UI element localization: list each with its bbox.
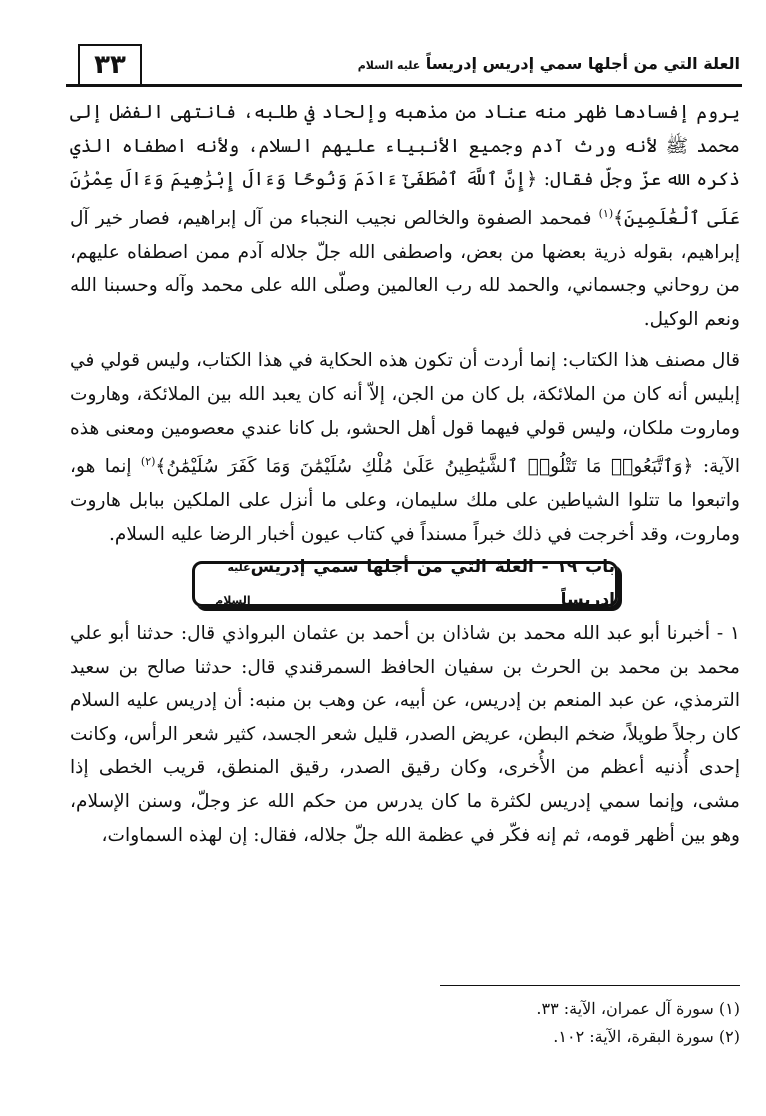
footnotes [60, 995, 740, 1051]
narration-text: ١ - أخبرنا أبو عبد الله محمد بن شاذان بن أحمد بن عثمان البرواذي قال: حدثنا أبو علي محمد بن محمد بن الحرث بن سفيان الحافظ السمرقندي قال: حدثنا صالح بن سعيد الترمذي، عن عبد المنعم بن إدريس، عن أبيه، عن وهب بن منبه: أن إدريس عليه السلام كان رجلاً طويلاً، ضخم البطن، عريض الصدر، قليل شعر الجسد، كثير شعر الرأس، وكانت إحدى أُذنيه أعظم من الأُخرى، وكان رقيق الصدر، رقيق المنطق، قريب الخطى إذا مشى، وإنما سمي إدريس لكثرة ما كان يدرس من حكم الله عز وجلّ، وسنن الإسلام، وهو بين أظهر قومه، ثم إنه فكّر في عظمة الله جلّ جلاله، فقال: إن لهذه السماوات، [70, 623, 740, 846]
chapter-heading [192, 556, 618, 611]
page-number-text: ٣٣ [94, 50, 126, 80]
page-number [78, 44, 142, 84]
chapter-honor: عليه السلام [215, 560, 251, 608]
footnote-divider [440, 985, 740, 986]
running-title-text: العلة التي من أجلها سمي إدريس إدريساً [425, 54, 740, 73]
paragraph-2-text-after: إنما هو، واتبعوا ما تتلوا الشياطين على ملك سليمان، وعلى ما أنزل على الملكين ببابل هاروت وماروت، وقد أخرجت في ذلك خبراً مسنداً في كتاب عيون أخبار الرضا عليه السلام. [70, 456, 740, 545]
main-text [70, 96, 740, 852]
paragraph-1 [70, 96, 740, 336]
footnote-2: (٢) سورة البقرة، الآية: ١٠٢. [553, 1027, 740, 1046]
paragraph-1-text-after: فمحمد الصفوة والخالص نجيب النجباء من آل إبراهيم، فصار خير آل إبراهيم، بقوله ذرية بعضها من بعض، واصطفى الله جلّ جلاله آدم ممن اصطفاه عليهم، من روحاني وجسماني، والحمد لله رب العالمين وصلّى الله على محمد وآله وحسبنا الله ونعم الوكيل. [70, 207, 740, 330]
paragraph-2 [70, 344, 740, 551]
footnote-ref-1[interactable]: (١) [598, 206, 614, 220]
chapter-title: باب ١٩ - العلة التي من أجلها سمي إدريس إدريساً [250, 556, 615, 611]
running-title [358, 54, 740, 73]
narration-paragraph [70, 617, 740, 852]
paragraph-1-text: يروم إفسادها ظهر منه عناد من مذهبه وإلحاد في طلبه، فانتهى الفضل إلى محمد ﷺ لأنه ورث آدم وجميع الأنبياء عليهم السلام، ولأنه اصطفاه الذي ذكره الله عزّ وجلّ فقال: ﴿إِنَّ ٱللَّهَ ٱصْطَفَىٰٓ ءَادَمَ وَنُوحًا وَءَالَ إِبْرَٰهِيمَ وَءَالَ عِمْرَٰنَ عَلَى ٱلْعَٰلَمِينَ﴾ [70, 102, 741, 229]
footnote-ref-2[interactable]: (٢) [140, 455, 156, 469]
footnote-1: (١) سورة آل عمران، الآية: ٣٣. [536, 999, 740, 1018]
page-header [66, 44, 742, 87]
running-title-honor: عليه السلام [357, 59, 421, 72]
paragraph-2-text: قال مصنف هذا الكتاب: إنما أردت أن تكون هذه الحكاية في هذا الكتاب، وليس قولي في إبليس أنه كان من الملائكة، بل كان من الجن، إلاّ أنه كان يعبد الله بين الملائكة، وهاروت وماروت ملكان، وليس قولي فيهما قول أهل الحشو، بل كانا عندي معصومين ومعنى هذه الآية: ﴿وَٱتَّبَعُوا۟ مَا تَتْلُوا۟ ٱلشَّيَٰطِينُ عَلَىٰ مُلْكِ سُلَيْمَٰنَ وَمَا كَفَرَ سُلَيْمَٰنُ﴾ [70, 350, 740, 478]
